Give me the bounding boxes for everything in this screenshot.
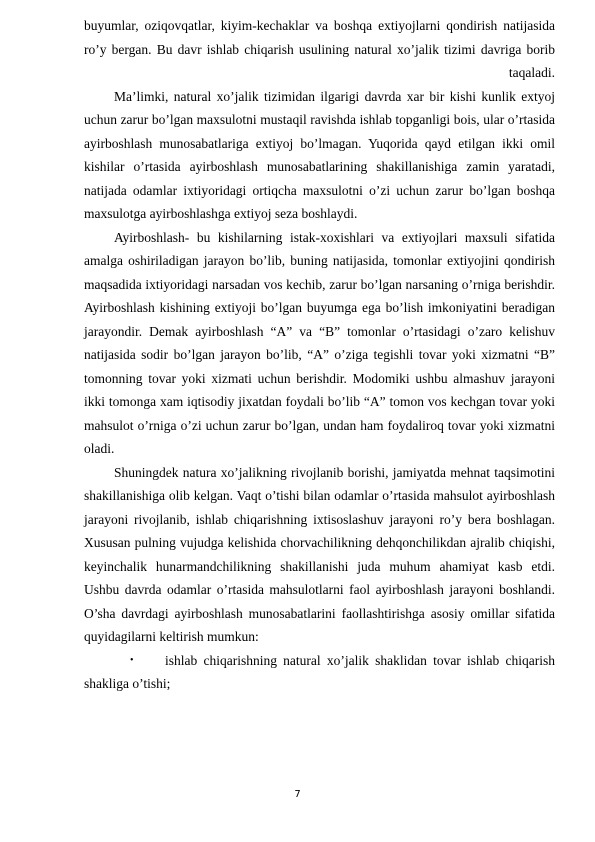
paragraph-exchange-definition: Ayirboshlash- bu kishilarning istak-xoxishlari va extiyojlari maxsuli sifatida amalga oshiriladigan jarayon bo’lib, buning natijasida, tomonlar extiyojini qondirish maqsadida ixtiyoridagi narsadan vos kechib, zarur bo’lgan narsaning o’rniga berishdir. Ayirboshlash kishining extiyoji bo’lgan buyumga ega bo’lish imkoniyatini beradigan jarayondir. Demak ayirboshlash “A” va “B” tomonlar o’rtasidagi o’zaro kelishuv natijasida sodir bo’lgan jarayon bo’lib, “A” o’ziga tegishli tovar yoki xizmatni “B” tomonning tovar yoki xizmati uchun berishdir. Modomiki ushbu almashuv jarayoni ikki tomonga xam iqtisodiy jixatdan foydali bo’lib “A” tomon vos kechgan tovar yoki mahsulot o’rniga o’zi uchun zarur bo’lgan, undan ham foydaliroq tovar yoki xizmatni oladi.: [84, 229, 555, 456]
bullet-item-text: ishlab chiqarishning natural xo’jalik shaklidan tovar ishlab chiqarish shakliga o’tishi;: [84, 652, 555, 691]
bullet-item: [84, 649, 555, 696]
paragraph-continuation: buyumlar, oziqovqatlar, kiyim-kechaklar va boshqa extiyojlarni qondirish natijasida ro’y bergan. Bu davr ishlab chiqarish usulining natural xo’jalik tizimi davriga borib taqaladi.: [84, 18, 555, 80]
bullet-mark: •: [130, 654, 134, 666]
paragraph-division-of-labor: Shuningdek natura xo’jalikning rivojlanib borishi, jamiyatda mehnat taqsimotini shakillanishiga olib kelgan. Vaqt o’tishi bilan odamlar o’rtasida mahsulot ayirboshlash jarayoni rivojlanib, ishlab chiqarishning ixtisoslashuv jarayoni ro’y bera boshlagan. Xususan pulning vujudga kelishida chorvachilikning dehqonchilikdan ajralib chiqishi, keyinchalik hunarmandchilikning shakillanishi juda muhum ahamiyat kasb etdi. Ushbu davrda odamlar o’rtasida mahsulotlarni faol ayirboshlash jarayoni boshlandi. O’sha davrdagi ayirboshlash munosabatlarini faollashtirishga asosiy omillar sifatida quyidagilarni keltirish mumkun:: [84, 464, 555, 644]
paragraph-natural-economy: Ma’limki, natural xo’jalik tizimidan ilgarigi davrda xar bir kishi kunlik extyoj uchun zarur bo’lgan maxsulotni mustaqil ravishda ishlab topganligi bois, ular o’rtasida ayirboshlash munosabatlariga extiyoj bo’lmagan. Yuqorida qayd etilgan ikki omil kishilar o’rtasida ayirboshlash munosabatlarining shakillanishiga zamin yaratadi, natijada odamlar ixtiyoridagi ortiqcha maxsulotni o’zi uchun zarur bo’lgan boshqa maxsulotga ayirboshlashga extiyoj seza boshlaydi.: [84, 88, 555, 221]
document-body: [84, 14, 555, 696]
page-number: 7: [294, 789, 301, 800]
